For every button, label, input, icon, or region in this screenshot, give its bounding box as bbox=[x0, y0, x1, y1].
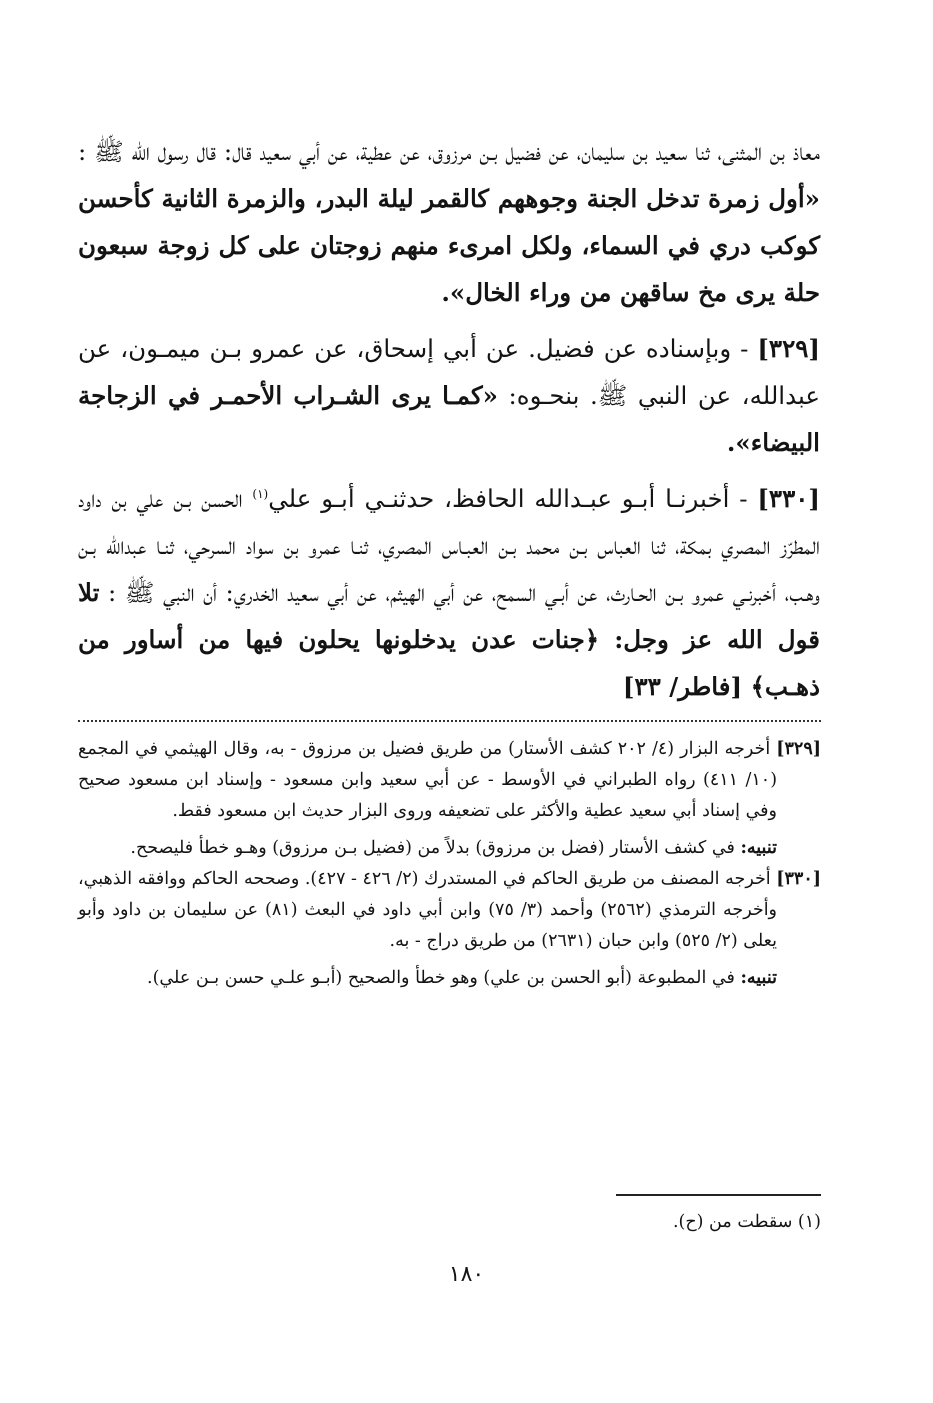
hadith-quote: «أول زمرة تدخل الجنة وجوههم كالقمر ليلة البدر، والزمرة الثانية كأحسن كوكب دري في السماء، ولكل امرىء منهم زوجتان على كل زوجة سبعون حلة يرى مخ ساقهن من وراء الخال». bbox=[78, 184, 820, 307]
footnote bbox=[78, 1207, 821, 1237]
hadith-number: [٣٢٩] bbox=[757, 334, 820, 363]
note-text: أخرجه البزار (٤/ ٢٠٢ كشف الأستار) من طريق فضيل بن مرزوق - به، وقال الهيثمي في المجمع (١٠/ ٤١١) رواه الطبراني في الأوسط - عن أبي سعيد وابن مسعود - وإسناد ابن مسعود صحيح وفي إسناد أبي سعيد عطية والأكثر على تضعيفه وروى البزار حديث ابن مسعود فقط. bbox=[78, 739, 778, 821]
note-text: أخرجه المصنف من طريق الحاكم في المستدرك (٢/ ٤٢٦ - ٤٢٧). وصححه الحاكم ووافقه الذهبي، وأخرجه الترمذي (٢٥٦٢) وأحمد (٣/ ٧٥) وابن أبي داود في البعث (٨١) عن سليمان بن داود وأبو يعلى (٢/ ٥٢٥) وابن حبان (٢٦٣١) من طريق دراج - به. bbox=[78, 869, 778, 951]
footnote-separator bbox=[616, 1194, 821, 1196]
note-text: في المطبوعة (أبو الحسن بن علي) وهو خطأ والصحيح (أبـو علـي حسن بـن علي). bbox=[147, 968, 741, 988]
hadith-number: [٣٣٠] bbox=[757, 484, 820, 513]
paragraph-text: - أخبرنـا أبـو عبـدالله الحافظ، حدثنـي أبـو علي bbox=[268, 484, 758, 513]
hadith-330 bbox=[78, 475, 820, 710]
paragraph-text: معاذ بن المثنى، ثنا سعيد بن سليمان، عن فضيل بـن مرزوق، عن عطية، عن أبي سعيد قال: قال رسول الله ﷺ : bbox=[78, 137, 820, 166]
note-329-tanbih bbox=[78, 833, 821, 864]
dotted-divider bbox=[78, 720, 821, 722]
note-330 bbox=[78, 864, 821, 957]
tanbih-label: تنبيه: bbox=[740, 968, 777, 988]
note-number: [٣٢٩] bbox=[776, 739, 821, 759]
tanbih-label: تنبيه: bbox=[740, 838, 777, 858]
footnote-text: (١) سقطت من (ح). bbox=[672, 1212, 821, 1232]
hadith-quote: «كمـا يرى الشـراب الأحمـر في الزجاجة البيضاء». bbox=[78, 381, 820, 457]
note-text: في كشف الأستار (فضل بن مرزوق) بدلاً من (فضيل بـن مرزوق) وهـو خطأ فليصحح. bbox=[130, 838, 741, 858]
note-329 bbox=[78, 734, 821, 827]
hadith-quote: تلا قول الله عز وجل: bbox=[78, 578, 820, 654]
note-330-tanbih bbox=[78, 963, 821, 994]
paragraph-text: - وبإسناده عن فضيل. عن أبي إسحاق، عن عمرو بـن ميمـون، عن عبدالله، عن النبي ﷺ. بنحـوه: bbox=[78, 334, 820, 410]
takhrij-notes bbox=[78, 734, 821, 994]
quran-verse: ﴿جنات عدن يدخلونها يحلون فيها من أساور من ذهـب﴾ [فاطر/ ٣٣] bbox=[78, 625, 820, 701]
paragraph-text: الحسن بـن علي بن داود المطرّز المصري بمكة، ثنا العباس بـن محمد بـن العبـاس المصري، ثنـا عمرو بن سواد السرحي، ثنـا عبدالله بـن وهـب، أخبرنـي عمرو بـن الحـارث، عن أبـي السمح، عن أبي الهيثم، عن أبي سعيد الخدري: أن النبي ﷺ : bbox=[78, 484, 820, 607]
hadith-329 bbox=[78, 325, 820, 466]
note-number: [٣٣٠] bbox=[776, 869, 821, 889]
page-number: ١٨٠ bbox=[448, 1262, 485, 1287]
paragraph-1 bbox=[78, 128, 820, 316]
footnote-marker: (١) bbox=[252, 486, 269, 501]
main-text bbox=[78, 128, 820, 710]
